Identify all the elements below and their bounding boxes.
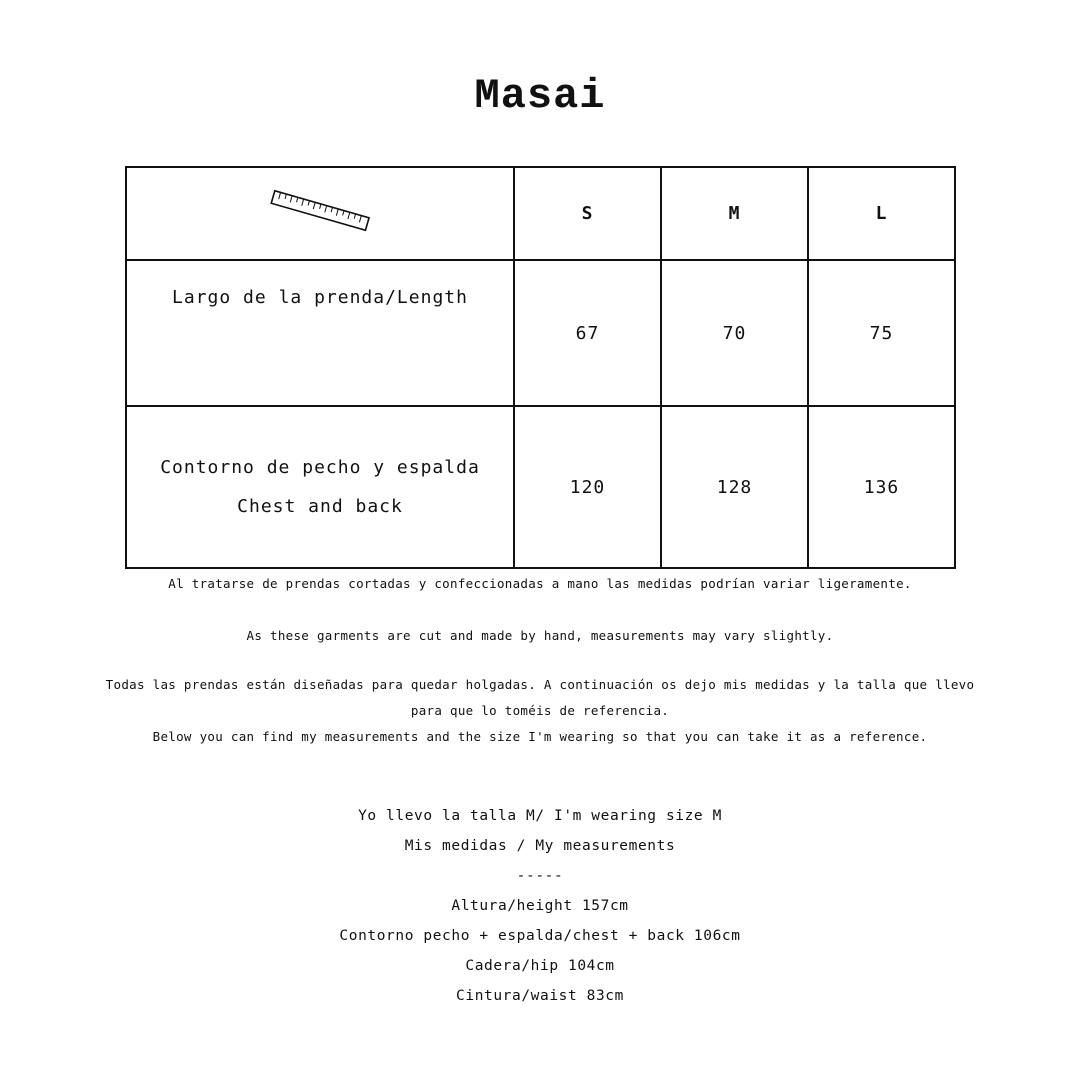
note-reference-en: Below you can find my measurements and the size I'm wearing so that you can take it as a reference. [152,729,928,744]
page-title: Masai [474,72,606,120]
row-label-line: Contorno de pecho y espalda [160,457,480,478]
cell-chest-s: 120 [514,406,661,568]
row-label-line: Chest and back [237,496,403,517]
cell-length-m: 70 [661,260,808,406]
cell-length-s: 67 [514,260,661,406]
measurement-waist: Cintura/waist 83cm [456,988,624,1004]
size-header-l: L [808,167,955,260]
ruler-icon [265,186,375,241]
measurement-chest-back: Contorno pecho + espalda/chest + back 106cm [339,928,741,944]
measurement-height: Altura/height 157cm [451,898,629,914]
size-worn: Yo llevo la talla M/ I'm wearing size M [358,808,722,824]
size-chart-table [125,166,956,569]
ruler-cell [126,167,514,260]
row-label-chest [126,406,514,568]
note-handmade-en: As these garments are cut and made by hand, measurements may vary slightly. [246,628,834,643]
table-row-chest [126,406,955,568]
cell-chest-l: 136 [808,406,955,568]
note-loose-fit-es-2: para que lo toméis de referencia. [410,703,670,718]
row-label-length [126,260,514,406]
cell-chest-m: 128 [661,406,808,568]
note-loose-fit-es: Todas las prendas están diseñadas para quedar holgadas. A continuación os dejo mis medidas y la talla que llevo [105,677,975,692]
table-header-row [126,167,955,260]
size-header-m: M [661,167,808,260]
size-header-s: S [514,167,661,260]
table-row-length [126,260,955,406]
measurement-hip: Cadera/hip 104cm [465,958,615,974]
note-handmade-es: Al tratarse de prendas cortadas y confeccionadas a mano las medidas podrían variar ligeramente. [168,576,912,591]
row-label-line: Largo de la prenda/Length [172,287,468,308]
cell-length-l: 75 [808,260,955,406]
divider: ----- [516,868,564,884]
measurements-heading: Mis medidas / My measurements [404,838,676,854]
